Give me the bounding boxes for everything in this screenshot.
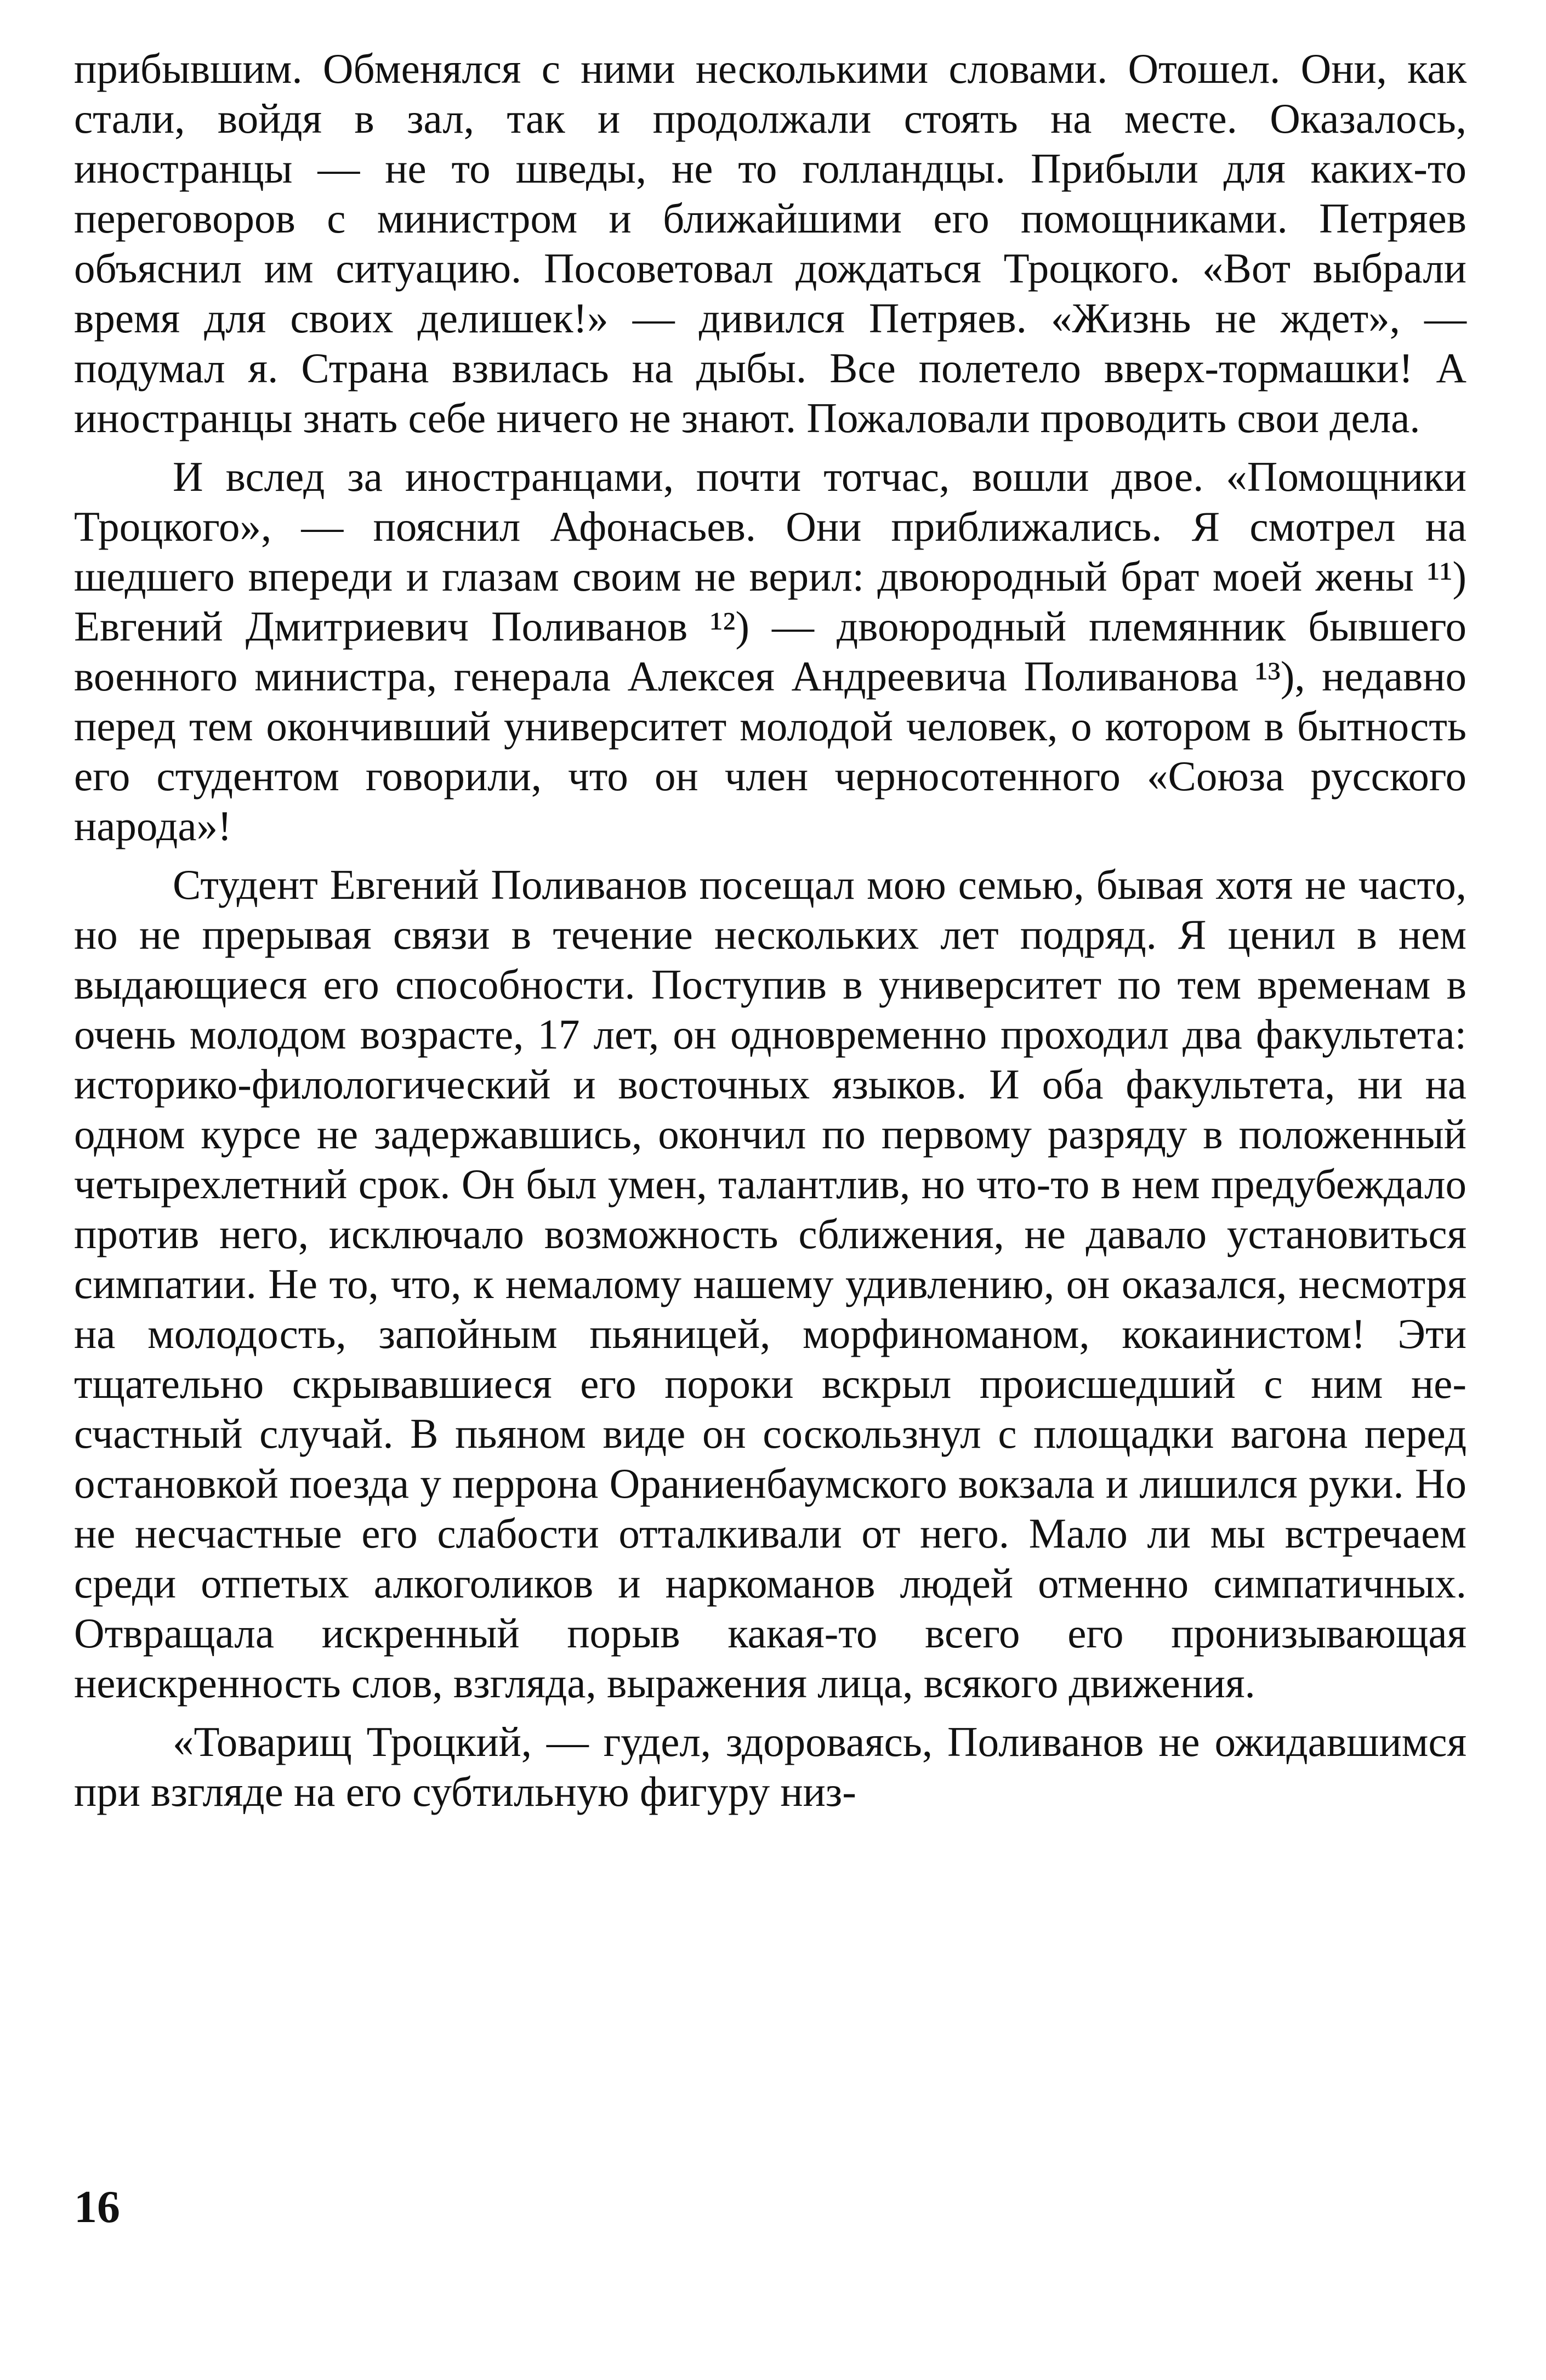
paragraph-comrade-trotsky: «Товарищ Троцкий, — гудел, здороваясь, Поливанов не ожидавшимся при взгляде на его субтильную фигуру низ- — [74, 1718, 1467, 1815]
page-number: 16 — [74, 2181, 120, 2232]
paragraph-foreigners: И вслед за иностранцами, почти тотчас, вошли двое. «Помощники Троцкого», — пояснил Афонасьев. Они приближались. Я смотрел на шедшего впереди и глазам своим не верил: двоюродный брат моей жены ¹¹) Евгений Дмитриевич Поливанов ¹²) — двоюродный племянник бывшего военного министра, генерала Алексея Андреевича Поливанова ¹³), недавно перед тем окончивший университет молодой человек, о котором в бытность его студентом говорили, что он член черносотенного «Союза русского народа»! — [74, 453, 1467, 849]
paragraph-polivanov-student: Студент Евгений Поливанов посещал мою семью, бывая хотя не часто, но не прерывая связи в течение нескольких лет подряд. Я ценил в нем выдающиеся его способности. Поступив в университет по тем временам в очень молодом возрасте, 17 лет, он одновременно проходил два факультета: историко-филологический и восточных языков. И оба факультета, ни на одном курсе не задержавшись, окончил по первому разряду в положенный четырехлетний срок. Он был умен, талантлив, но что-то в нем предубеждало против него, исключало возможность сближения, не давало установиться симпатии. Не то, что, к немалому нашему удивлению, он оказался, несмотря на молодость, запойным пьяницей, морфиноманом, кокаинистом! Эти тщательно скрывавшиеся его пороки вскрыл происшедший с ним несчастный случай. В пьяном виде он соскользнул с площадки вагона перед остановкой поезда у перрона Ораниенбаумского вокзала и лишился руки. Но не несчастные его слабости отталкивали от него. Мало ли мы встречаем среди отпетых алкоголиков и наркоманов людей отменно симпатичных. Отвращала искренный порыв какая-то всего его пронизывающая неискренность слов, взгляда, выражения лица, всякого движения. — [74, 861, 1467, 1707]
paragraph-continuation: прибывшим. Обменялся с ними несколькими словами. Отошел. Они, как стали, войдя в зал, так и продолжали стоять на месте. Оказалось, иностранцы — не то шведы, не то голландцы. Прибыли для каких-то переговоров с министром и ближайшими его помощниками. Петряев объяснил им ситуацию. Посоветовал дождаться Троцкого. «Вот выбрали время для своих делишек!» — дивился Петряев. «Жизнь не ждет», — подумал я. Страна взвилась на дыбы. Все полетело вверх-тормашки! А иностранцы знать себе ничего не знают. Пожаловали проводить свои дела. — [74, 45, 1467, 441]
book-page — [74, 44, 1467, 2347]
